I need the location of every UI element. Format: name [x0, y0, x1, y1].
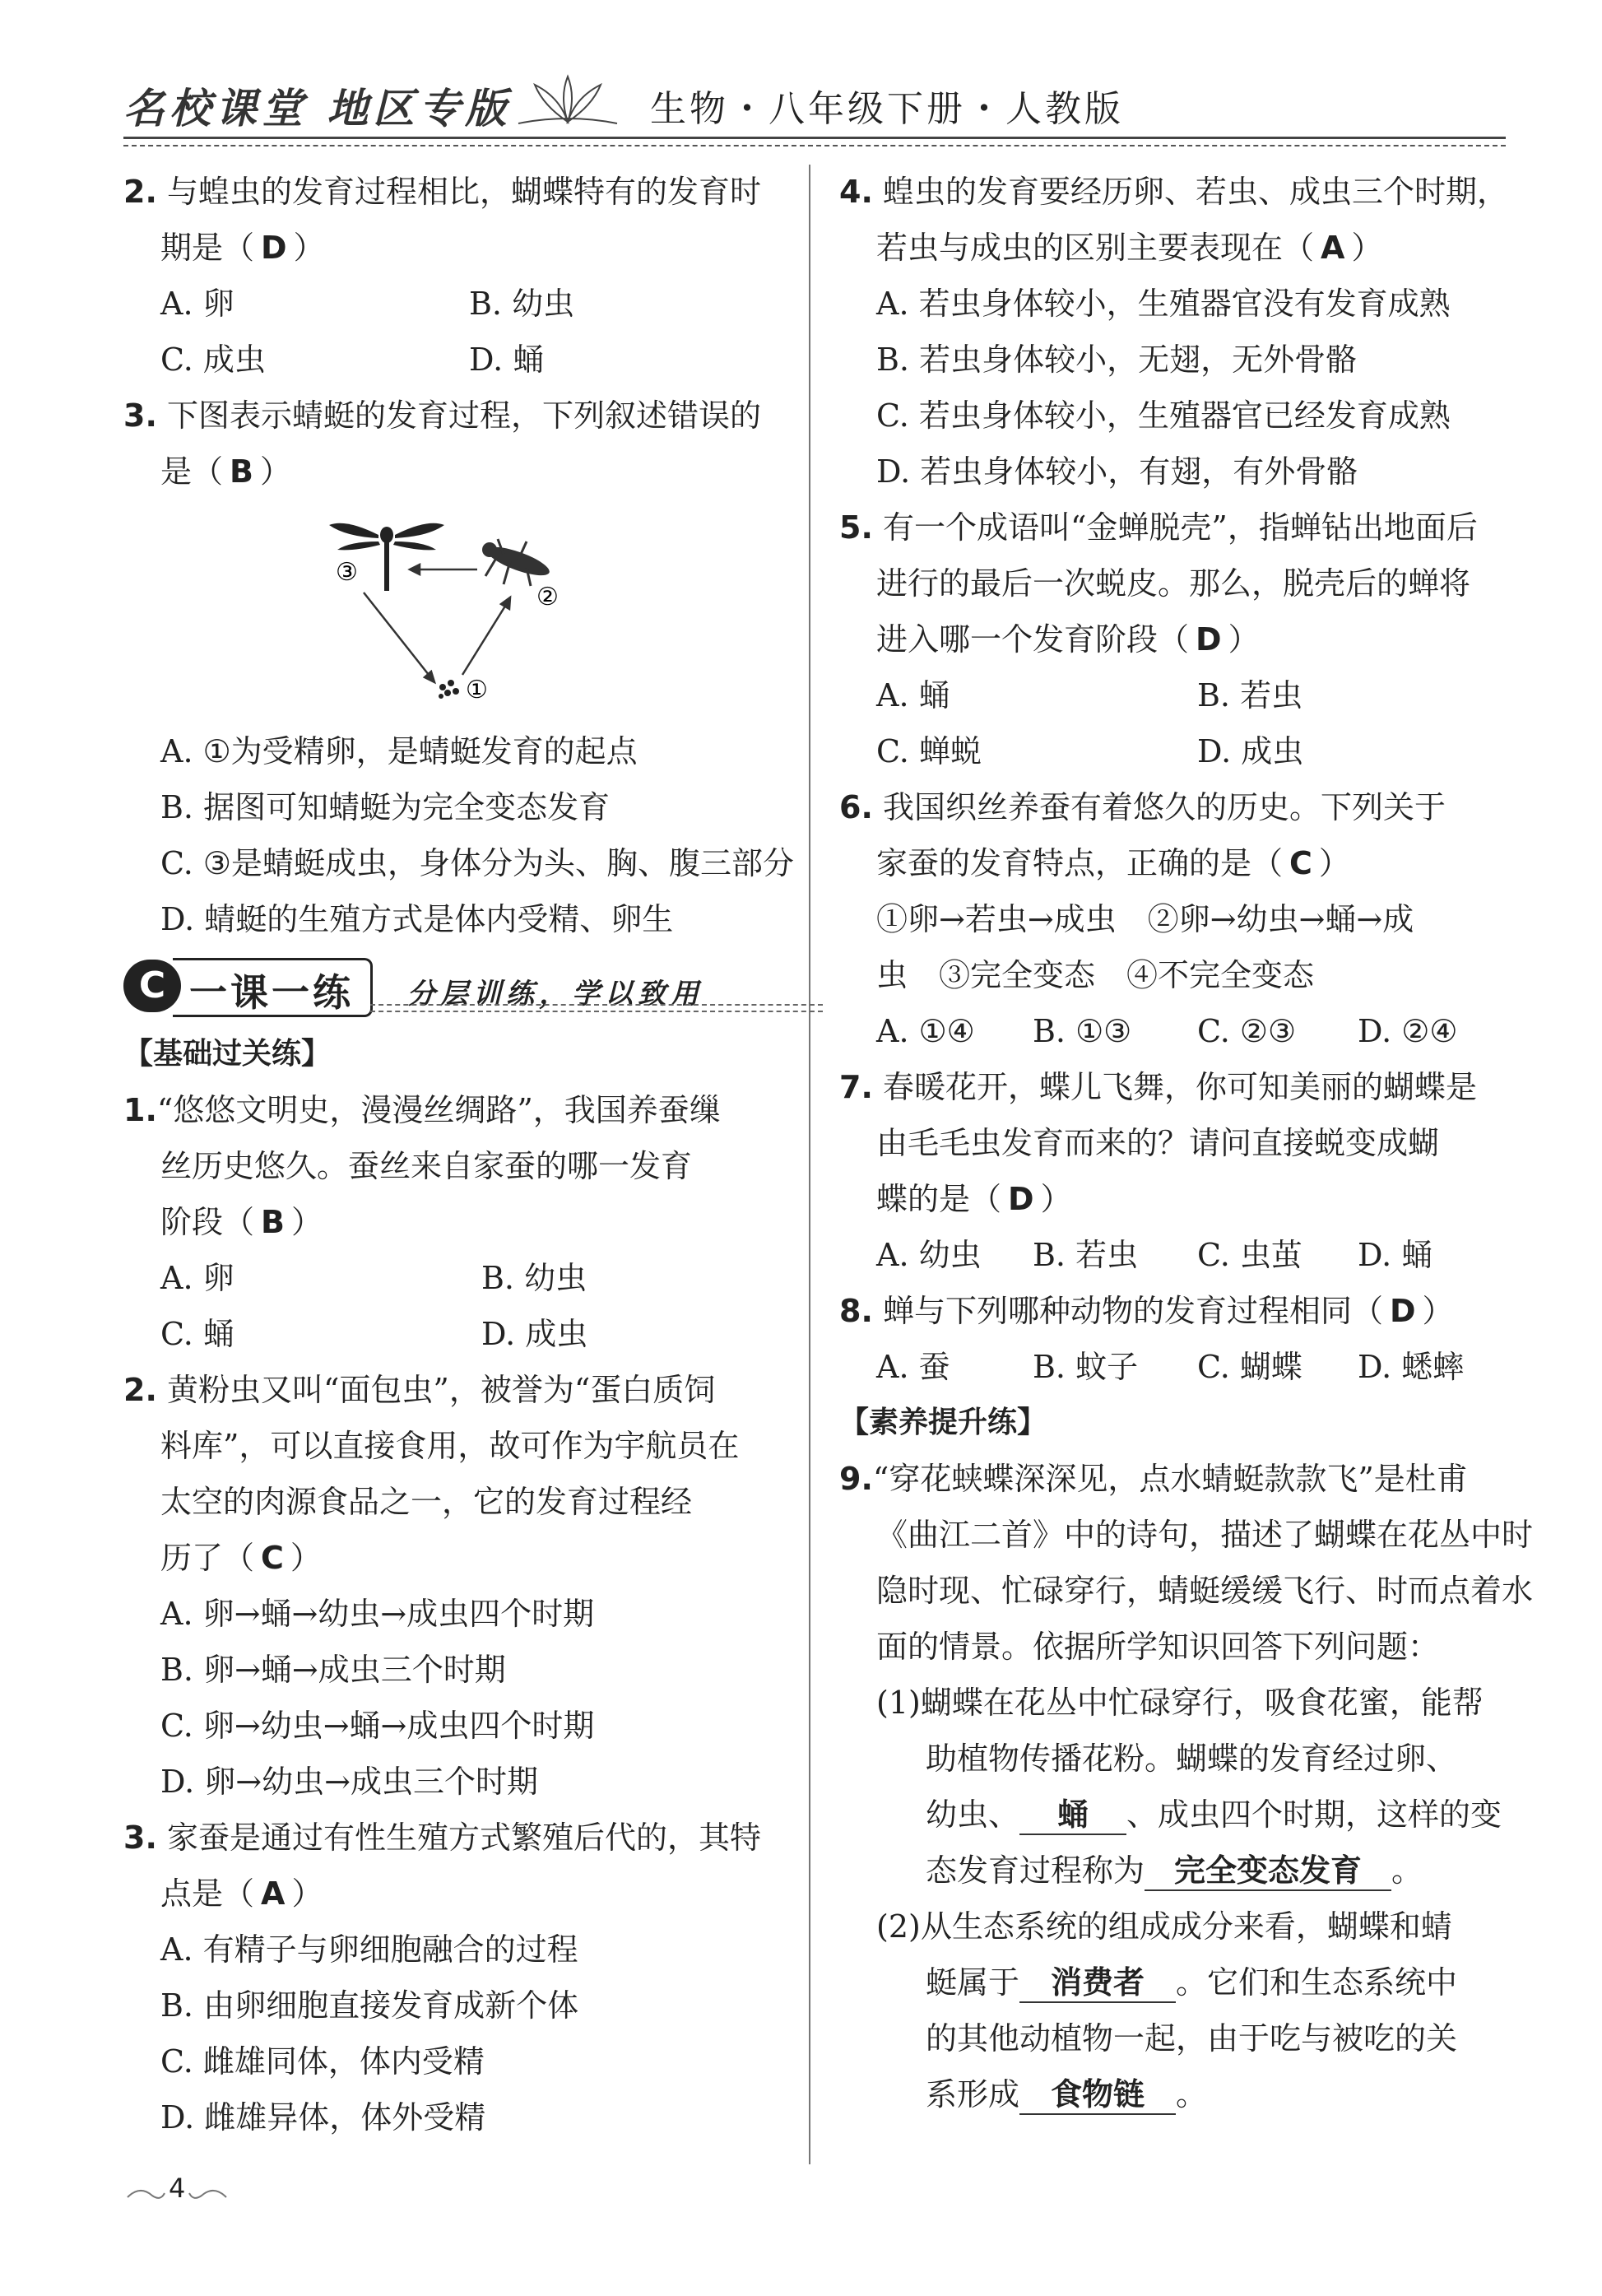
option: A. ①为受精卵，是蜻蜓发育的起点 — [160, 733, 638, 769]
subject-title: 生物・八年级下册・人教版 — [650, 88, 1124, 130]
option: D. 蟋蟀 — [1358, 1349, 1465, 1385]
answer-blank-food-chain[interactable]: 食物链 — [1019, 2075, 1176, 2115]
page: 名校课堂 地区专版 生物・八年级下册・人教版 2. 与蝗虫的发育过程相比，蝴蝶特有的发育时 期是（ D ） A. 卵 B. 幼虫 C. 成虫 D. 蛹 3. 下图表示蜻蜓的发育过程，下列叙述错误的 是（ B ） ③ ② ① A. ①为受精卵，是蜻蜓发育的起点 B. 据图可知蜻蜓为完全变态发育 C. ③是蜻蜓成虫，身体分为头、胸、腹三部分 D. 蜻蜓的生殖方式是体内受精、卵生 C 一课一练 分层训练，学以致用 【基础过关练】 1.“悠悠文明史，漫漫丝绸路”，我国养蚕缫 丝历史悠久。蚕丝来自家蚕的哪一发育 阶段（ B ） A. 卵 B. 幼虫 C. 蛹 D. 成虫 2. 黄粉虫又叫“面包虫”，被誉为“蛋白质饲 料库”，可以直接食用，故可作为宇航员在 太空的肉源食品之一，它的发育过程经 历了（ C ） A. 卵→蛹→幼虫→成虫四个时期 B. 卵→蛹→成虫三个时期 C. 卵→幼虫→蛹→成虫四个时期 D. 卵→幼虫→成虫三个时期 3. 家蚕是通过有性生殖方式繁殖后代的，其特 点是（ A ） A. 有精子与卵细胞融合的过程 B. 由卵细胞直接发育成新个体 C. 雌雄同体，体内受精 D. 雌雄异体，体外受精 4. 蝗虫的发育要经历卵、若虫、成虫三个时期， 若虫与成虫的区别主要表现在（ A ） A. 若虫身体较小，生殖器官没有发育成熟 B. 若虫身体较小，无翅，无外骨骼 C. 若虫身体较小，生殖器官已经发育成熟 D. 若虫身体较小，有翅，有外骨骼 5. 有一个成语叫“金蝉脱壳”，指蝉钻出地面后 进行的最后一次蜕皮。那么，脱壳后的蝉将 进入哪一个发育阶段（ D ） A. 蛹 B. 若虫 C. 蝉蜕 D. 成虫 6. 我国织丝养蚕有着悠久的历史。下列关于 家蚕的发育特点，正确的是（ C ） ①卵→若虫→成虫 ②卵→幼虫→蛹→成 虫 ③完全变态 ④不完全变态 A. ①④ B. ①③ C. ②③ D. ②④ 7. 春暖花开，蝶儿飞舞，你可知美丽的蝴蝶是 由毛毛虫发育而来的？请问直接蜕变成蝴 蝶的是（ D ） A. 幼虫 B. 若虫 C. 虫茧 D. 蛹 8. 蝉与下列哪种动物的发育过程相同（ D ） A. 蚕 B. 蚊子 C. 蝴蝶 D. 蟋蟀 【素养提升练】 9.“穿花蛱蝶深深见，点水蜻蜓款款飞”是杜甫 《曲江二首》中的诗句，描述了蝴蝶在花丛中时 隐时现、忙碌穿行，蜻蜓缓缓飞行、时而点着水 面的情景。依据所学知识回答下列问题： (1)蝴蝶在花丛中忙碌穿行，吸食花蜜，能帮 助植物传播花粉。蝴蝶的发育经过卵、 幼虫、 蛹 、成虫四个时期，这样的变 态发育过程称为 完全变态发育 。 (2)从生态系统的组成成分来看，蝴蝶和蜻 蜓属于 消费者 。它们和生态系统中 的其他动植物一起，由于吃与被吃的关 系形成 食物链 。 4 — [0, 0, 1602, 2296]
option: D. 卵→幼虫→成虫三个时期 — [160, 1764, 538, 1800]
header-rule — [123, 137, 1506, 139]
option: A. 卵 — [160, 286, 234, 322]
banner-title: 一课一练 — [189, 970, 354, 1015]
dragonfly-life-cycle-diagram — [321, 510, 666, 716]
option: D. 若虫身体较小，有翅，有外骨骼 — [876, 453, 1358, 490]
option: D. 成虫 — [1197, 733, 1304, 769]
option: C. 蛹 — [160, 1316, 234, 1352]
option: B. 若虫 — [1197, 677, 1303, 713]
option: C. 虫茧 — [1197, 1237, 1302, 1273]
question-9: 9.“穿花蛱蝶深深见，点水蜻蜓款款飞”是杜甫 — [839, 1461, 1468, 1497]
option: A. 幼虫 — [876, 1237, 982, 1273]
header-dashed-rule — [123, 145, 1506, 146]
option: A. 若虫身体较小，生殖器官没有发育成熟 — [876, 286, 1451, 322]
question-2: 2. 与蝗虫的发育过程相比，蝴蝶特有的发育时 — [123, 174, 761, 210]
option: A. 卵→蛹→幼虫→成虫四个时期 — [160, 1596, 595, 1632]
option: C. 若虫身体较小，生殖器官已经发育成熟 — [876, 397, 1451, 434]
banner-slogan: 分层训练，学以致用 — [407, 978, 703, 1011]
dragonfly-nymph-icon — [482, 539, 552, 586]
section-heading: 【素养提升练】 — [839, 1406, 1047, 1439]
option: B. 若虫 — [1033, 1237, 1139, 1273]
practice-banner — [123, 955, 831, 1020]
option: A. 蚕 — [876, 1349, 950, 1385]
answer: B — [261, 1204, 285, 1240]
option: B. 幼虫 — [481, 1260, 587, 1296]
option: D. 雌雄异体，体外受精 — [160, 2099, 486, 2136]
question-5: 5. 有一个成语叫“金蝉脱壳”，指蝉钻出地面后 — [839, 509, 1478, 546]
answer: D — [261, 230, 287, 266]
question-b1: 1.“悠悠文明史，漫漫丝绸路”，我国养蚕缫 — [123, 1092, 721, 1128]
eggs-icon — [439, 680, 459, 699]
label-2: ② — [536, 583, 559, 611]
option: B. ①③ — [1033, 1013, 1132, 1049]
option: C. ③是蜻蜓成虫，身体分为头、胸、腹三部分 — [160, 845, 794, 881]
page-header — [123, 66, 1506, 148]
option: D. ②④ — [1358, 1013, 1458, 1049]
question-b2: 2. 黄粉虫又叫“面包虫”，被誉为“蛋白质饲 — [123, 1372, 716, 1408]
option: C. 卵→幼虫→蛹→成虫四个时期 — [160, 1708, 595, 1744]
option: A. 有精子与卵细胞融合的过程 — [160, 1931, 578, 1968]
answer: C — [1289, 845, 1312, 881]
option: A. 蛹 — [876, 677, 950, 713]
option: B. 幼虫 — [469, 286, 575, 322]
label-3: ③ — [336, 558, 358, 587]
option: D. 蛹 — [1358, 1237, 1433, 1273]
option: C. 蝴蝶 — [1197, 1349, 1302, 1385]
answer: A — [1321, 230, 1345, 266]
option: C. ②③ — [1197, 1013, 1297, 1049]
option: C. 成虫 — [160, 342, 266, 378]
option: A. ①④ — [876, 1013, 975, 1049]
answer: A — [261, 1875, 286, 1912]
question-4: 4. 蝗虫的发育要经历卵、若虫、成虫三个时期， — [839, 174, 1508, 210]
option: D. 成虫 — [481, 1316, 588, 1352]
answer: C — [261, 1540, 284, 1576]
answer-blank-pupa[interactable]: 蛹 — [1019, 1796, 1126, 1835]
question-7: 7. 春暖花开，蝶儿飞舞，你可知美丽的蝴蝶是 — [839, 1069, 1477, 1105]
question-8: 8. 蝉与下列哪种动物的发育过程相同（ D ） — [839, 1293, 1454, 1329]
option: A. 卵 — [160, 1260, 234, 1296]
page-number: 4 — [169, 2173, 186, 2204]
question-6: 6. 我国织丝养蚕有着悠久的历史。下列关于 — [839, 789, 1446, 825]
lotus-ornament-icon — [510, 72, 625, 130]
option: D. 蛹 — [469, 342, 545, 378]
option: B. 若虫身体较小，无翅，无外骨骼 — [876, 342, 1358, 378]
series-title: 名校课堂 地区专版 — [123, 85, 512, 132]
option: C. 蝉蜕 — [876, 733, 982, 769]
option: B. 蚊子 — [1033, 1349, 1139, 1385]
answer: D — [1008, 1181, 1034, 1217]
answer: D — [1196, 621, 1222, 658]
answer: D — [1390, 1293, 1416, 1329]
label-1: ① — [466, 676, 488, 704]
option: D. 蜻蜓的生殖方式是体内受精、卵生 — [160, 901, 674, 937]
question-b3: 3. 家蚕是通过有性生殖方式繁殖后代的，其特 — [123, 1820, 761, 1856]
option: B. 卵→蛹→成虫三个时期 — [160, 1652, 506, 1688]
section-badge: C — [123, 960, 181, 1012]
option: B. 据图可知蜻蜓为完全变态发育 — [160, 789, 611, 825]
option: B. 由卵细胞直接发育成新个体 — [160, 1987, 579, 2024]
option: C. 雌雄同体，体内受精 — [160, 2043, 485, 2080]
answer-blank-metamorphosis[interactable]: 完全变态发育 — [1145, 1852, 1391, 1891]
answer: B — [230, 453, 253, 490]
section-heading: 【基础过关练】 — [123, 1037, 332, 1071]
answer-blank-consumer[interactable]: 消费者 — [1019, 1964, 1176, 2003]
column-divider — [809, 165, 810, 2164]
question-3: 3. 下图表示蜻蜓的发育过程，下列叙述错误的 — [123, 397, 761, 434]
